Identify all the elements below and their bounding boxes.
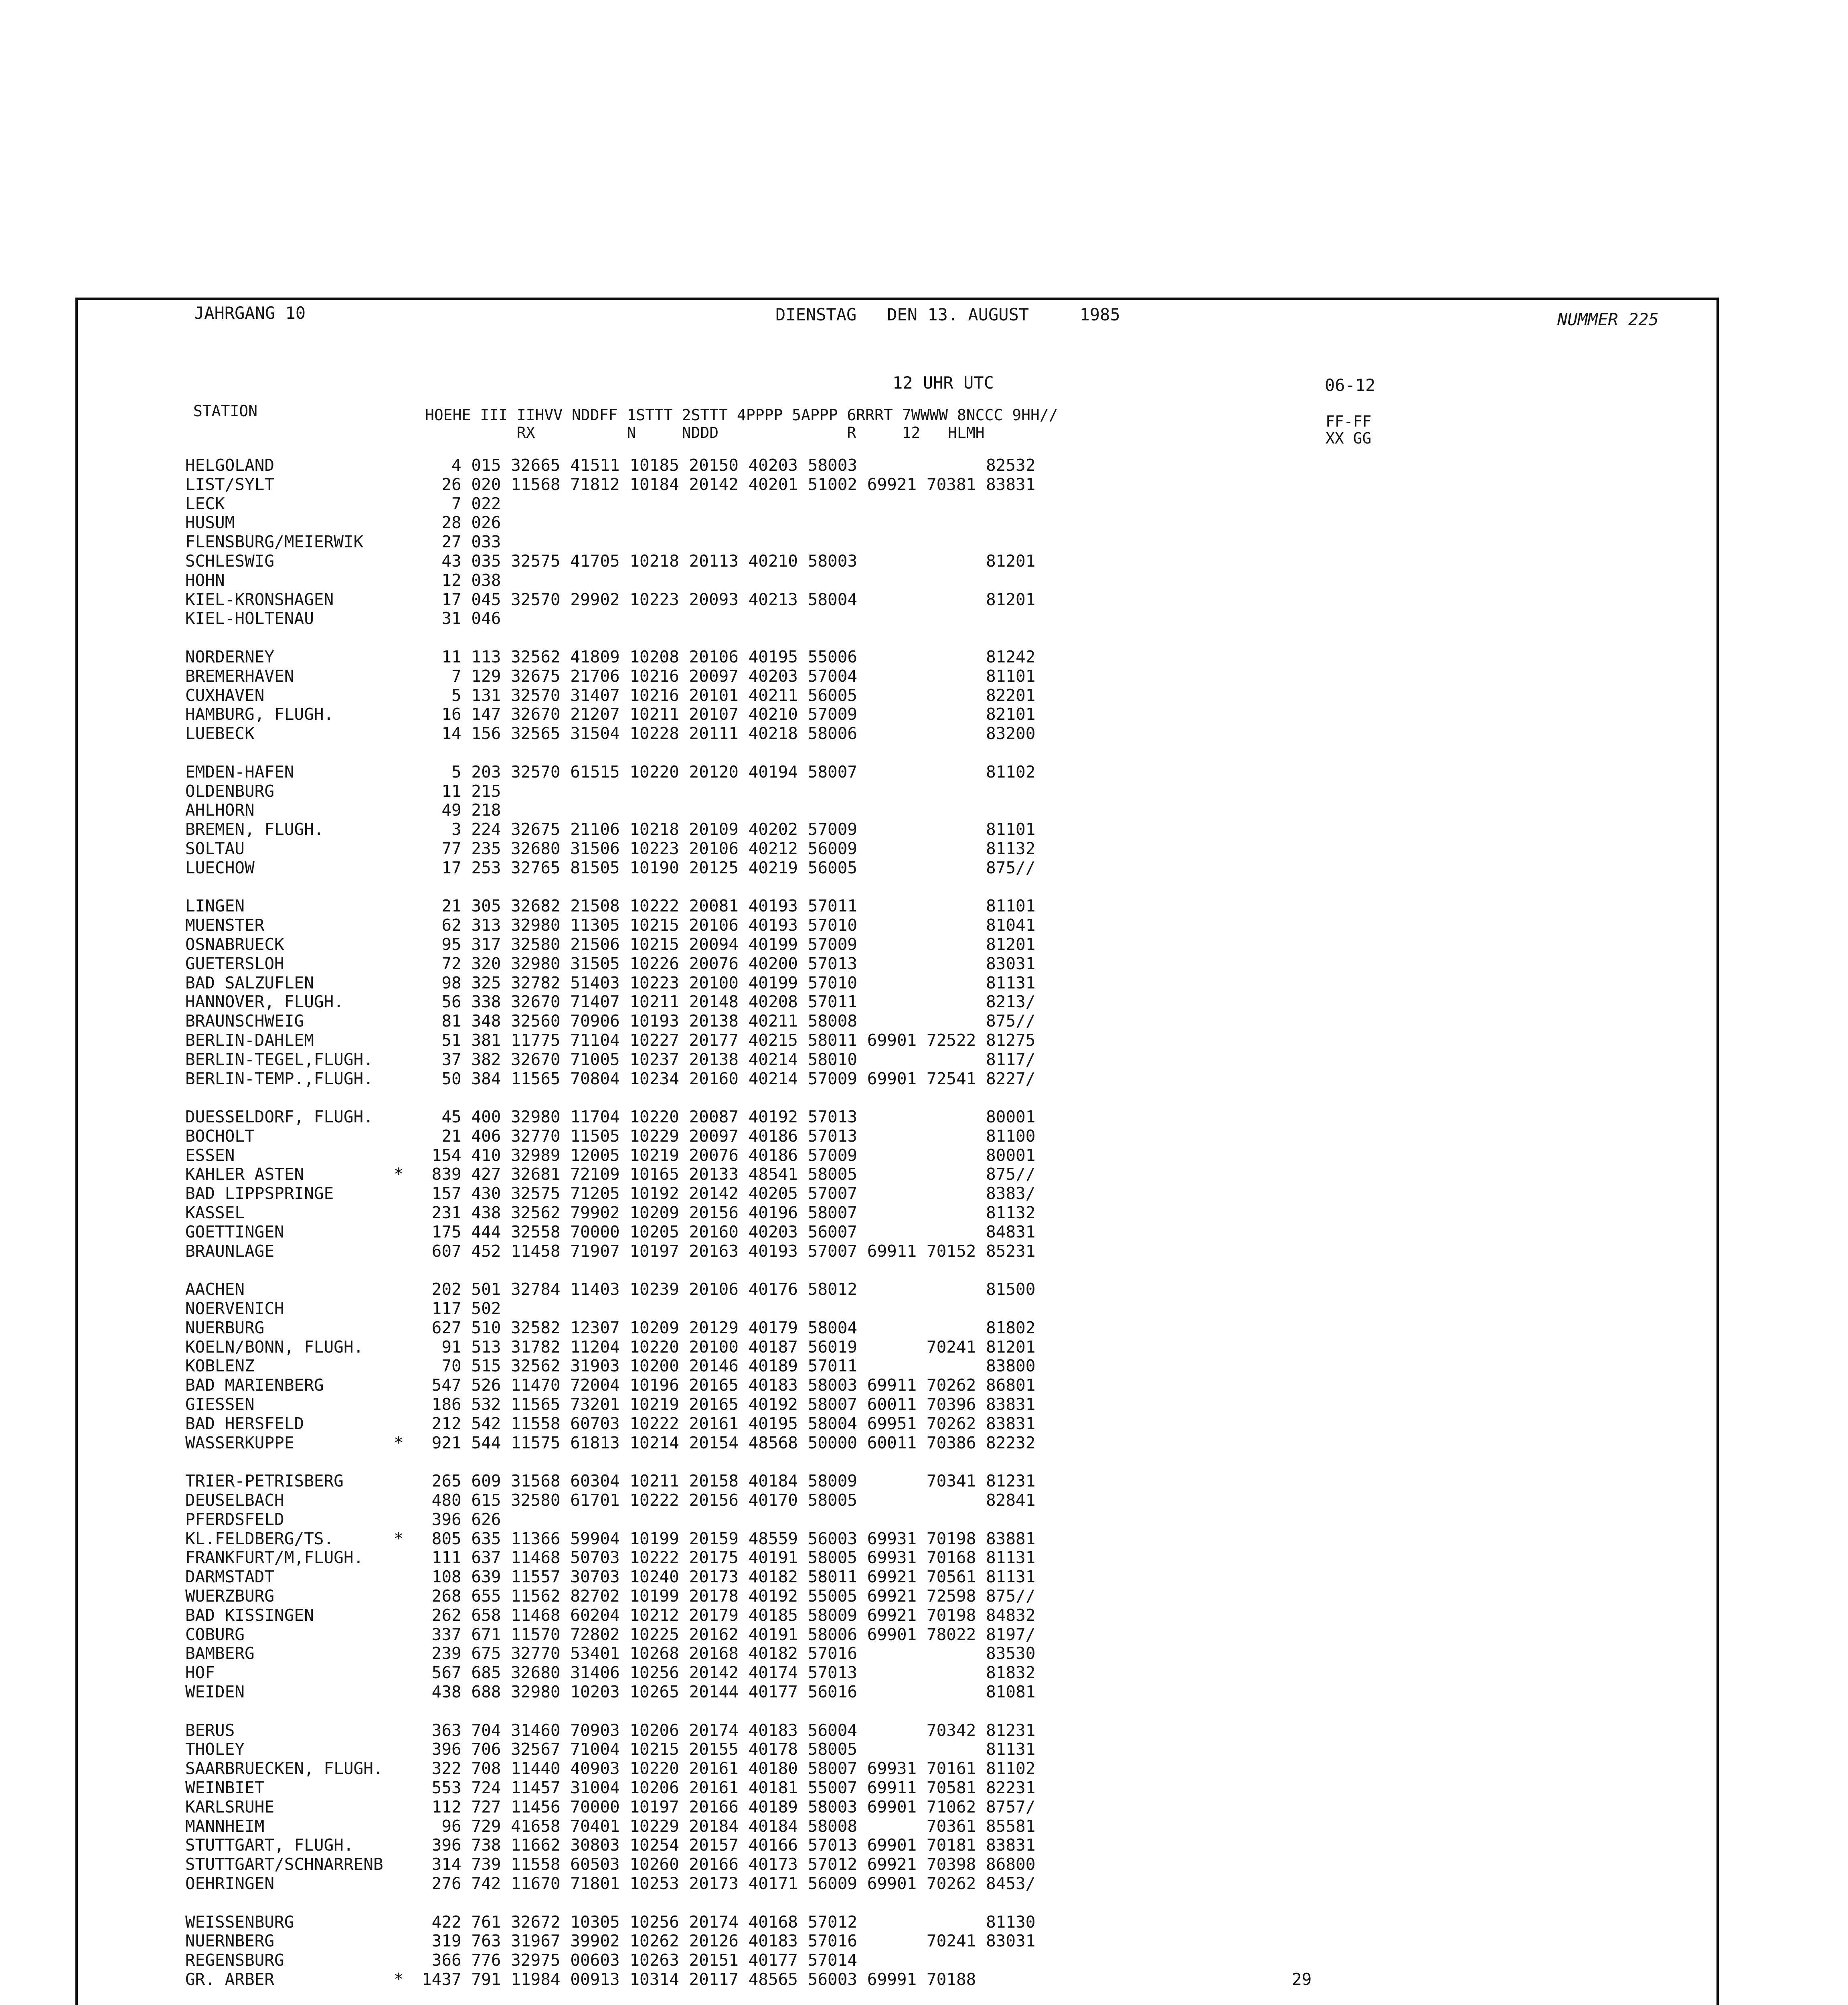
station-values: 14 156 32565 31504 10228 20111 40218 58006 83200 (422, 724, 1036, 743)
station-name: LUECHOW (185, 858, 255, 877)
table-row (185, 1280, 1669, 1299)
table-row (185, 1644, 1669, 1663)
table-row (185, 935, 1669, 954)
station-name: GR. ARBER (185, 1969, 275, 1989)
station-values: 3 224 32675 21106 10218 20109 40202 57009 81101 (422, 820, 1036, 839)
station-name: HOHN (185, 570, 225, 590)
station-name: AHLHORN (185, 800, 255, 820)
station-name: STUTTGART/SCHNARRENB (185, 1855, 383, 1874)
station-values: 1437 791 11984 00913 10314 20117 48565 56003 69991 70188 (422, 1969, 976, 1989)
table-row (185, 1472, 1669, 1491)
station-values: 31 046 (422, 609, 501, 628)
column-headers-line1: HOEHE III IIHVV NDDFF 1STTT 2STTT 4PPPP 5APPP 6RRRT 7WWWW 8NCCC 9HH// (425, 406, 1058, 424)
group-spacer (185, 1989, 1669, 2005)
table-row (185, 667, 1669, 686)
station-values: 95 317 32580 21506 10215 20094 40199 57009 81201 (422, 934, 1036, 954)
table-row (185, 590, 1669, 610)
station-values: 112 727 11456 70000 10197 20166 40189 58003 69901 71062 8757/ (422, 1797, 1036, 1817)
station-name: AACHEN (185, 1280, 245, 1299)
table-row (185, 456, 1669, 475)
station-values: 77 235 32680 31506 10223 20106 40212 56009 81132 (422, 838, 1036, 858)
station-name: LINGEN (185, 896, 245, 916)
station-values: 276 742 11670 71801 10253 20173 40171 56009 69901 70262 8453/ (422, 1873, 1036, 1893)
station-values: 21 406 32770 11505 10229 20097 40186 57013 81100 (422, 1126, 1036, 1146)
station-name: MUENSTER (185, 915, 265, 935)
station-values: 422 761 32672 10305 10256 20174 40168 57012 81130 (422, 1912, 1036, 1932)
table-row (185, 1395, 1669, 1414)
station-name: SOLTAU (185, 838, 245, 858)
table-row (185, 820, 1669, 839)
station-name: DARMSTADT (185, 1567, 275, 1587)
station-values: 265 609 31568 60304 10211 20158 40184 58009 70341 81231 (422, 1471, 1036, 1491)
station-name: OLDENBURG (185, 781, 275, 801)
table-row (185, 1242, 1669, 1261)
table-row (185, 1299, 1669, 1318)
station-name: GUETERSLOH (185, 954, 284, 973)
station-values: 11 113 32562 41809 10208 20106 40195 55006 81242 (422, 647, 1036, 666)
station-name: CUXHAVEN (185, 685, 265, 705)
station-column-header: STATION (193, 402, 258, 420)
station-values: 322 708 11440 40903 10220 20161 40180 58007 69931 70161 81102 (422, 1759, 1036, 1778)
station-name: SAARBRUECKEN, FLUGH. (185, 1759, 383, 1778)
group-spacer (185, 628, 1669, 648)
table-row (185, 552, 1669, 571)
station-values: 17 045 32570 29902 10223 20093 40213 58004 81201 (422, 589, 1036, 609)
group-spacer (185, 1702, 1669, 1721)
station-name: BAD KISSINGEN (185, 1605, 314, 1625)
table-row (185, 1127, 1669, 1146)
group-spacer (185, 1452, 1669, 1472)
station-table (185, 456, 1669, 2005)
table-row (185, 1606, 1669, 1625)
station-name: KOBLENZ (185, 1356, 255, 1376)
station-values: 108 639 11557 30703 10240 20173 40182 58011 69921 70561 81131 (422, 1567, 1036, 1587)
station-values: 70 515 32562 31903 10200 20146 40189 57011 83800 (422, 1356, 1036, 1376)
station-name: DUESSELDORF, FLUGH. (185, 1107, 373, 1127)
group-spacer (185, 743, 1669, 763)
station-name: HOF (185, 1663, 215, 1683)
station-values: 45 400 32980 11704 10220 20087 40192 57013 80001 (422, 1107, 1036, 1127)
station-values: 16 147 32670 21207 10211 20107 40210 57009 82101 (422, 705, 1036, 724)
table-row (185, 1663, 1669, 1683)
table-row (185, 1203, 1669, 1223)
station-name: KL.FELDBERG/TS. (185, 1529, 334, 1548)
station-name: BAD LIPPSPRINGE (185, 1184, 334, 1203)
station-values: 231 438 32562 79902 10209 20156 40196 58007 81132 (422, 1203, 1036, 1223)
table-row (185, 1817, 1669, 1836)
station-name: ESSEN (185, 1145, 235, 1165)
station-values: 81 348 32560 70906 10193 20138 40211 58008 875// (422, 1011, 1036, 1031)
station-name: LIST/SYLT (185, 474, 275, 494)
station-name: WEINBIET (185, 1778, 265, 1797)
station-name: FLENSBURG/MEIERWIK (185, 532, 364, 552)
station-name: BRAUNLAGE (185, 1241, 275, 1261)
station-name: NUERNBERG (185, 1931, 275, 1951)
station-values: 43 035 32575 41705 10218 20113 40210 58003 81201 (422, 551, 1036, 571)
station-name: HELGOLAND (185, 456, 275, 475)
station-name: KIEL-KRONSHAGEN (185, 589, 334, 609)
period-label: 06-12 (1325, 375, 1376, 395)
date-label: DIENSTAG DEN 13. AUGUST 1985 (775, 305, 1120, 324)
station-values: 438 688 32980 10203 10265 20144 40177 56016 81081 (422, 1682, 1036, 1701)
station-name: GOETTINGEN (185, 1222, 284, 1241)
station-values: 314 739 11558 60503 10260 20166 40173 57012 69921 70398 86800 (422, 1855, 1036, 1874)
station-values: 11 215 (422, 781, 501, 801)
table-row (185, 801, 1669, 820)
station-name: COBURG (185, 1624, 245, 1644)
table-row (185, 1913, 1669, 1932)
station-values: 56 338 32670 71407 10211 20148 40208 57011 8213/ (422, 992, 1036, 1012)
table-row (185, 992, 1669, 1012)
table-row (185, 1434, 1669, 1453)
station-name: PFERDSFELD (185, 1509, 284, 1529)
station-values: 7 022 (422, 494, 501, 513)
station-values: 319 763 31967 39902 10262 20126 40183 57016 70241 83031 (422, 1931, 1036, 1951)
margin-note: 29 (1292, 1969, 1312, 1989)
station-values: 111 637 11468 50703 10222 20175 40191 58005 69931 70168 81131 (422, 1548, 1036, 1568)
station-name: WASSERKUPPE (185, 1433, 294, 1452)
station-values: 805 635 11366 59904 10199 20159 48559 56003 69931 70198 83881 (422, 1529, 1036, 1548)
table-row (185, 1050, 1669, 1069)
table-row (185, 1587, 1669, 1606)
station-values: 7 129 32675 21706 10216 20097 40203 57004 81101 (422, 666, 1036, 686)
table-row (185, 648, 1669, 667)
station-name: TRIER-PETRISBERG (185, 1471, 344, 1491)
station-values: 50 384 11565 70804 10234 20160 40214 57009 69901 72541 8227/ (422, 1069, 1036, 1088)
mountain-station-mark: * (394, 1969, 404, 1989)
jahrgang-label: JAHRGANG 10 (194, 303, 306, 323)
table-row (185, 1740, 1669, 1759)
station-values: 239 675 32770 53401 10268 20168 40182 57016 83530 (422, 1644, 1036, 1663)
station-values: 567 685 32680 31406 10256 20142 40174 57013 81832 (422, 1663, 1036, 1683)
table-row (185, 571, 1669, 590)
ff-header-line1: FF-FF (1326, 413, 1372, 430)
table-row (185, 1625, 1669, 1645)
table-row (185, 1031, 1669, 1050)
station-values: 91 513 31782 11204 10220 20100 40187 56019 70241 81201 (422, 1337, 1036, 1357)
station-values: 839 427 32681 72109 10165 20133 48541 58005 875// (422, 1165, 1036, 1184)
group-spacer (185, 1894, 1669, 1913)
station-name: FRANKFURT/M,FLUGH. (185, 1548, 364, 1568)
table-row (185, 1932, 1669, 1951)
station-values: 480 615 32580 61701 10222 20156 40170 58005 82841 (422, 1491, 1036, 1510)
station-values: 268 655 11562 82702 10199 20178 40192 55005 69921 72598 875// (422, 1586, 1036, 1606)
station-name: HUSUM (185, 513, 235, 533)
station-name: BREMEN, FLUGH. (185, 820, 324, 839)
station-name: BERLIN-TEGEL,FLUGH. (185, 1049, 373, 1069)
station-values: 62 313 32980 11305 10215 20106 40193 57010 81041 (422, 915, 1036, 935)
table-row (185, 1683, 1669, 1702)
station-values: 607 452 11458 71907 10197 20163 40193 57007 69911 70152 85231 (422, 1241, 1036, 1261)
group-spacer (185, 1088, 1669, 1108)
station-values: 27 033 (422, 532, 501, 552)
station-name: LECK (185, 494, 225, 513)
station-values: 28 026 (422, 513, 501, 533)
table-row (185, 897, 1669, 916)
table-row (185, 1529, 1669, 1549)
table-row (185, 954, 1669, 974)
station-name: BAMBERG (185, 1644, 255, 1663)
station-name: DEUSELBACH (185, 1491, 284, 1510)
station-name: SCHLESWIG (185, 551, 275, 571)
station-name: WEIDEN (185, 1682, 245, 1701)
table-row (185, 494, 1669, 514)
table-row (185, 1759, 1669, 1778)
station-name: BREMERHAVEN (185, 666, 294, 686)
station-values: 96 729 41658 70401 10229 20184 40184 58008 70361 85581 (422, 1816, 1036, 1836)
station-name: EMDEN-HAFEN (185, 762, 294, 782)
station-name: BAD MARIENBERG (185, 1375, 324, 1395)
station-name: NOERVENICH (185, 1299, 284, 1318)
table-row (185, 1548, 1669, 1568)
station-name: BRAUNSCHWEIG (185, 1011, 304, 1031)
station-values: 627 510 32582 12307 10209 20129 40179 58004 81802 (422, 1318, 1036, 1337)
nummer-label: NUMMER 225 (1557, 310, 1659, 329)
table-row (185, 839, 1669, 859)
table-row (185, 1165, 1669, 1184)
table-row (185, 533, 1669, 552)
station-values: 921 544 11575 61813 10214 20154 48568 50000 60011 70386 82232 (422, 1433, 1036, 1452)
station-name: KARLSRUHE (185, 1797, 275, 1817)
station-name: HAMBURG, FLUGH. (185, 705, 334, 724)
station-values: 553 724 11457 31004 10206 20161 40181 55007 69911 70581 82231 (422, 1778, 1036, 1797)
station-name: MANNHEIM (185, 1816, 265, 1836)
station-name: KASSEL (185, 1203, 245, 1223)
table-row (185, 974, 1669, 993)
mountain-station-mark: * (394, 1529, 404, 1548)
station-name: NUERBURG (185, 1318, 265, 1337)
table-row (185, 1874, 1669, 1894)
table-row (185, 916, 1669, 935)
station-name: LUEBECK (185, 724, 255, 743)
table-row (185, 1778, 1669, 1798)
table-row (185, 1721, 1669, 1740)
table-row (185, 1069, 1669, 1089)
table-row (185, 1414, 1669, 1434)
station-name: GIESSEN (185, 1395, 255, 1414)
group-spacer (185, 878, 1669, 897)
station-values: 262 658 11468 60204 10212 20179 40185 58009 69921 70198 84832 (422, 1605, 1036, 1625)
table-row (185, 1855, 1669, 1874)
station-values: 12 038 (422, 570, 501, 590)
table-row (185, 705, 1669, 724)
station-values: 154 410 32989 12005 10219 20076 40186 57009 80001 (422, 1145, 1036, 1165)
mountain-station-mark: * (394, 1433, 404, 1452)
station-values: 157 430 32575 71205 10192 20142 40205 57007 8383/ (422, 1184, 1036, 1203)
table-row (185, 1798, 1669, 1817)
station-values: 49 218 (422, 800, 501, 820)
station-name: OEHRINGEN (185, 1873, 275, 1893)
station-name: OSNABRUECK (185, 934, 284, 954)
table-row (185, 1951, 1669, 1970)
table-row (185, 1491, 1669, 1510)
group-spacer (185, 1261, 1669, 1280)
table-row (185, 859, 1669, 878)
table-row (185, 1510, 1669, 1529)
station-values: 117 502 (422, 1299, 501, 1318)
column-headers-line2: RX N NDDD R 12 HLMH (425, 424, 985, 442)
station-values: 396 706 32567 71004 10215 20155 40178 58005 81131 (422, 1740, 1036, 1759)
station-name: WEISSENBURG (185, 1912, 294, 1932)
table-row (185, 686, 1669, 705)
station-values: 21 305 32682 21508 10222 20081 40193 57011 81101 (422, 896, 1036, 916)
table-row (185, 1376, 1669, 1395)
time-label: 12 UHR UTC (893, 373, 994, 393)
station-values: 186 532 11565 73201 10219 20165 40192 58007 60011 70396 83831 (422, 1395, 1036, 1414)
station-name: BERLIN-TEMP.,FLUGH. (185, 1069, 373, 1088)
table-row (185, 1012, 1669, 1031)
station-name: KAHLER ASTEN (185, 1165, 304, 1184)
station-values: 5 203 32570 61515 10220 20120 40194 58007 81102 (422, 762, 1036, 782)
station-name: STUTTGART, FLUGH. (185, 1835, 354, 1855)
station-values: 212 542 11558 60703 10222 20161 40195 58004 69951 70262 83831 (422, 1414, 1036, 1433)
ff-header-line2: XX GG (1326, 429, 1372, 447)
station-name: BERUS (185, 1720, 235, 1740)
station-values: 98 325 32782 51403 10223 20100 40199 57010 81131 (422, 973, 1036, 992)
station-name: KIEL-HOLTENAU (185, 609, 314, 628)
station-name: WUERZBURG (185, 1586, 275, 1606)
table-row (185, 513, 1669, 533)
station-name: BOCHOLT (185, 1126, 255, 1146)
station-values: 396 626 (422, 1509, 501, 1529)
station-values: 366 776 32975 00603 10263 20151 40177 57014 (422, 1950, 858, 1970)
station-values: 547 526 11470 72004 10196 20165 40183 58003 69911 70262 86801 (422, 1375, 1036, 1395)
station-name: KOELN/BONN, FLUGH. (185, 1337, 364, 1357)
station-values: 337 671 11570 72802 10225 20162 40191 58006 69901 78022 8197/ (422, 1624, 1036, 1644)
station-values: 5 131 32570 31407 10216 20101 40211 56005 82201 (422, 685, 1036, 705)
table-row (185, 1184, 1669, 1203)
station-values: 17 253 32765 81505 10190 20125 40219 56005 875// (422, 858, 1036, 877)
table-row (185, 1318, 1669, 1338)
station-values: 26 020 11568 71812 10184 20142 40201 51002 69921 70381 83831 (422, 474, 1036, 494)
station-values: 202 501 32784 11403 10239 20106 40176 58012 81500 (422, 1280, 1036, 1299)
table-row (185, 1357, 1669, 1376)
station-values: 51 381 11775 71104 10227 20177 40215 58011 69901 72522 81275 (422, 1030, 1036, 1050)
table-row (185, 782, 1669, 801)
station-values: 4 015 32665 41511 10185 20150 40203 58003 82532 (422, 456, 1036, 475)
table-row (185, 724, 1669, 743)
station-name: REGENSBURG (185, 1950, 284, 1970)
station-name: BAD HERSFELD (185, 1414, 304, 1433)
station-values: 72 320 32980 31505 10226 20076 40200 57013 83031 (422, 954, 1036, 973)
table-row (185, 1338, 1669, 1357)
table-row (185, 1146, 1669, 1165)
station-values: 396 738 11662 30803 10254 20157 40166 57013 69901 70181 83831 (422, 1835, 1036, 1855)
station-values: 37 382 32670 71005 10237 20138 40214 58010 8117/ (422, 1049, 1036, 1069)
table-row (185, 1223, 1669, 1242)
table-row (185, 609, 1669, 628)
table-row (185, 1836, 1669, 1855)
table-row (185, 1568, 1669, 1587)
mountain-station-mark: * (394, 1165, 404, 1184)
table-row (185, 763, 1669, 782)
station-name: BERLIN-DAHLEM (185, 1030, 314, 1050)
station-name: THOLEY (185, 1740, 245, 1759)
table-row (185, 475, 1669, 494)
table-row (185, 1108, 1669, 1127)
station-values: 175 444 32558 70000 10205 20160 40203 56007 84831 (422, 1222, 1036, 1241)
station-name: NORDERNEY (185, 647, 275, 666)
station-name: BAD SALZUFLEN (185, 973, 314, 992)
table-row (185, 1970, 1669, 1989)
station-values: 363 704 31460 70903 10206 20174 40183 56004 70342 81231 (422, 1720, 1036, 1740)
station-name: HANNOVER, FLUGH. (185, 992, 344, 1012)
